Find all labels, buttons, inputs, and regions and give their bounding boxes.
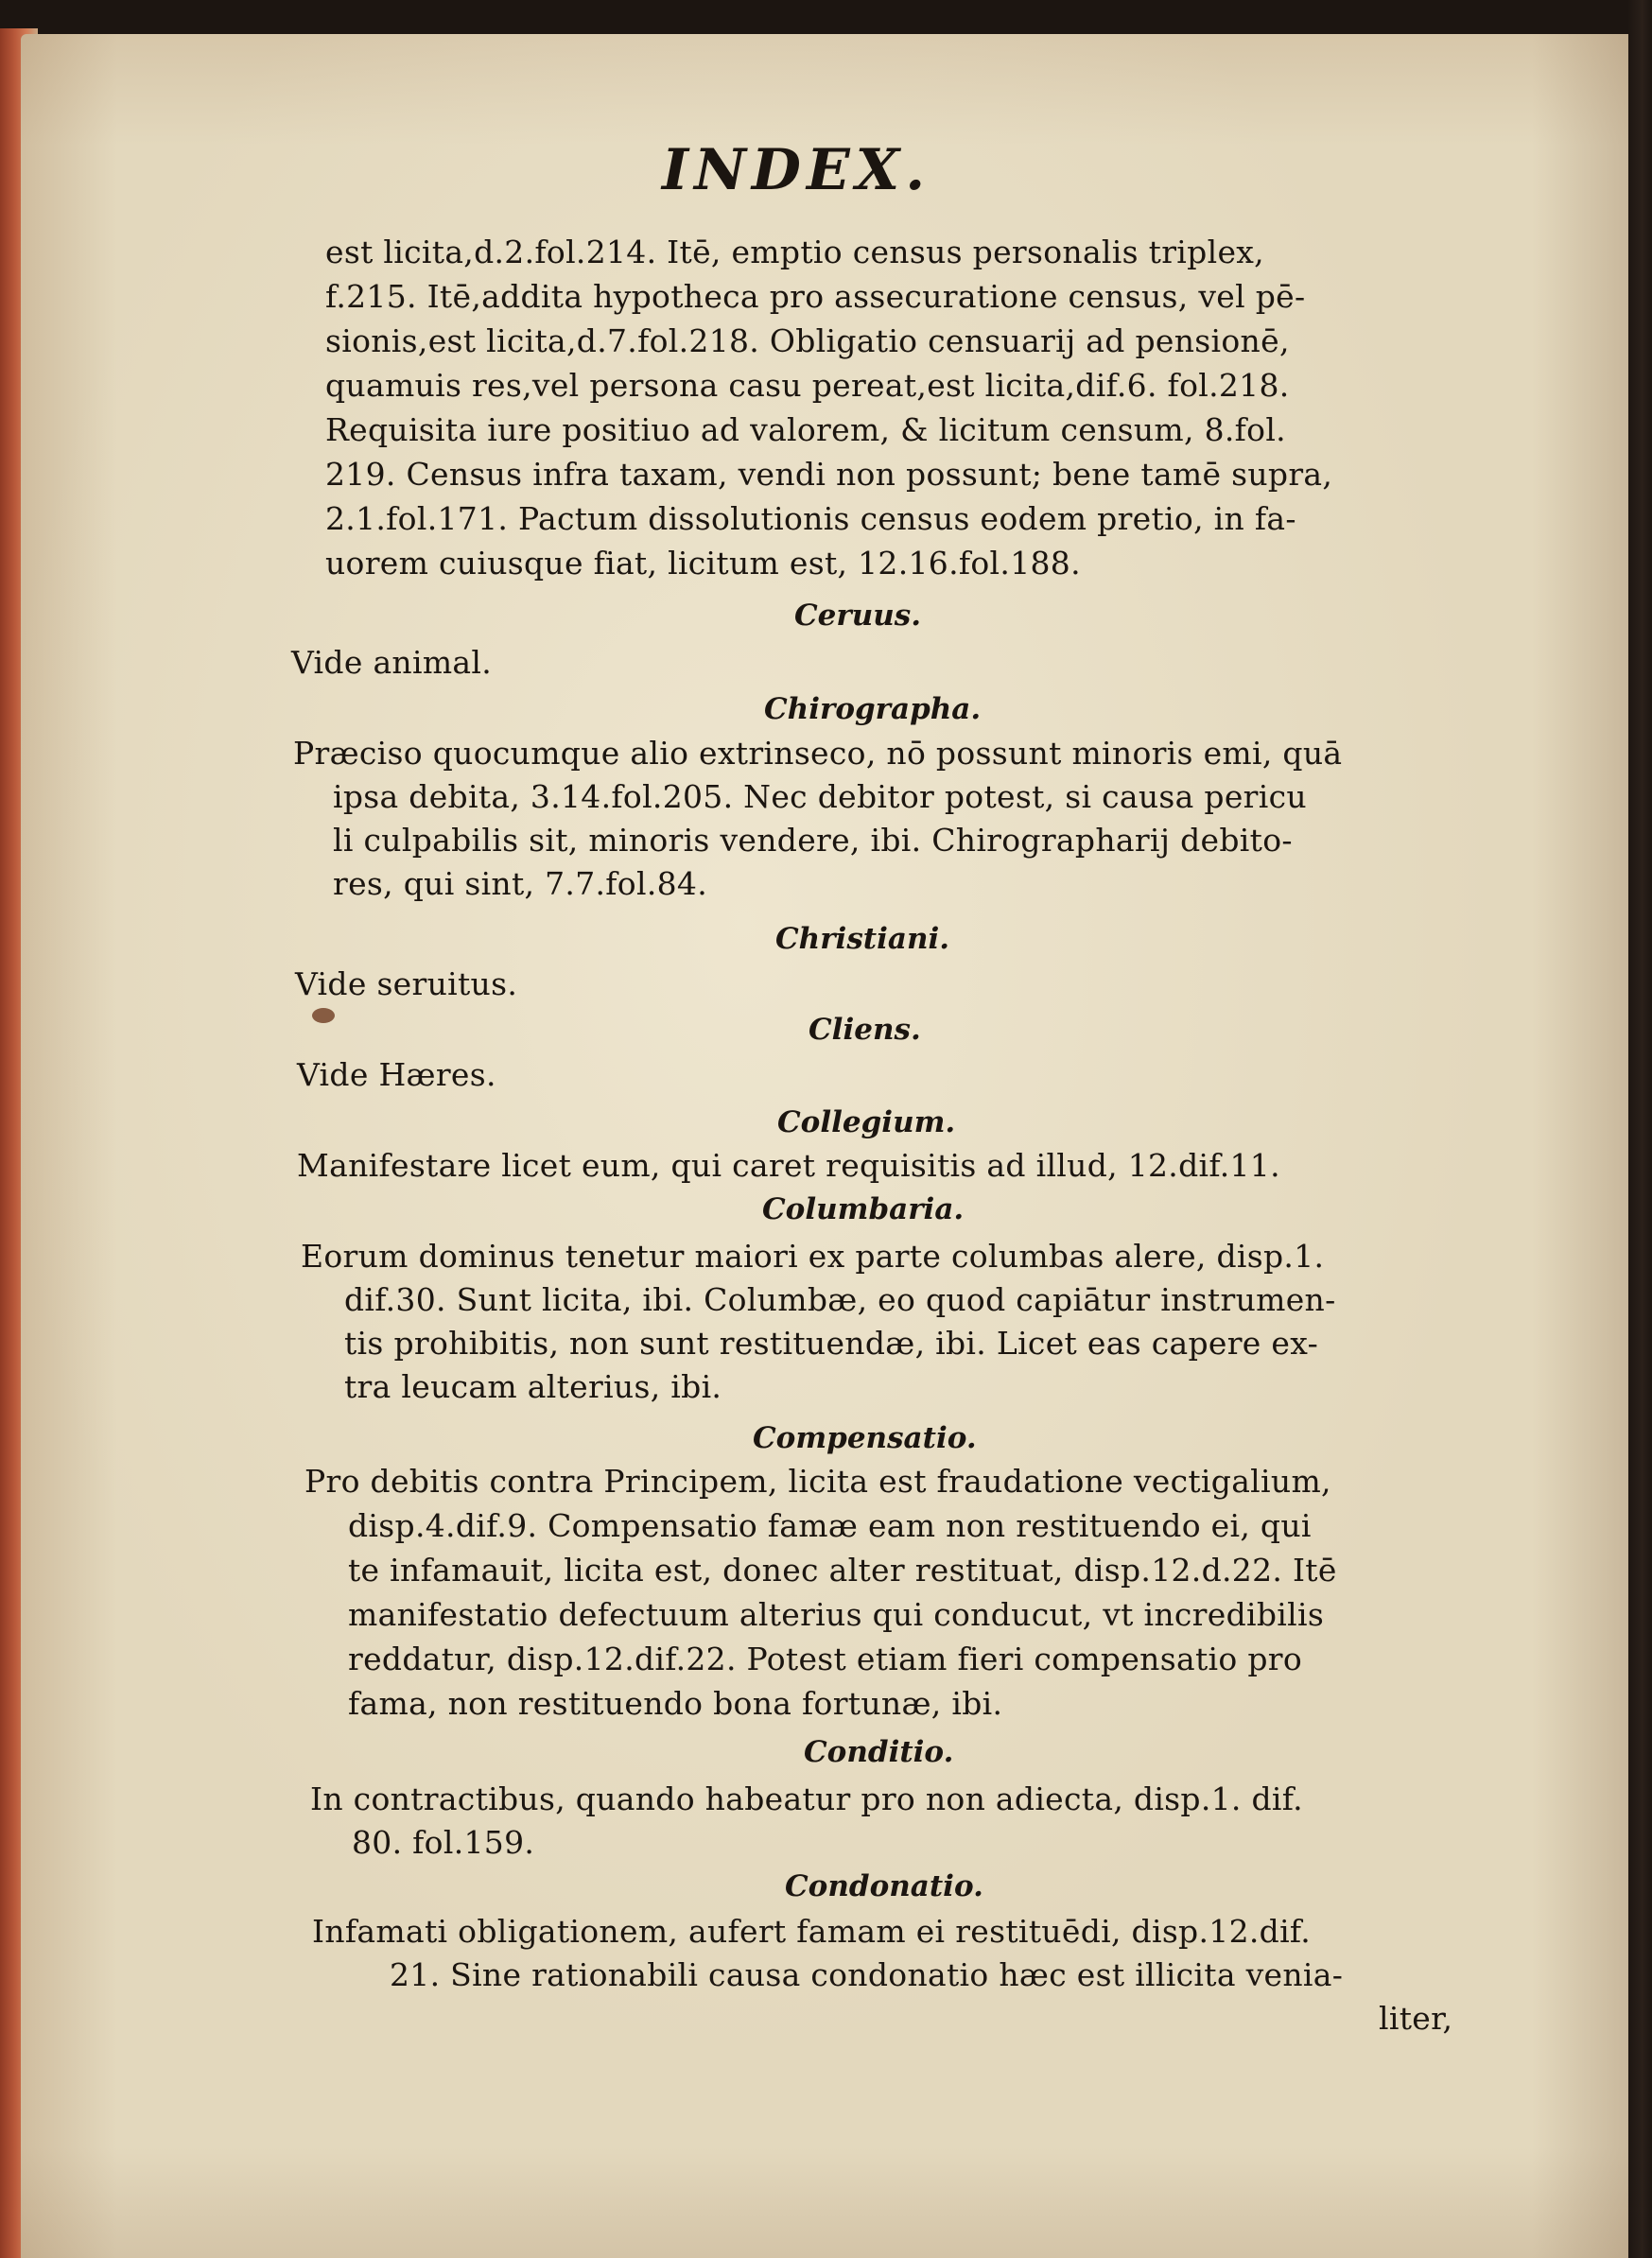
- text-line-15: Vide Hæres.: [297, 1056, 496, 1093]
- text-line-6: 219. Census infra taxam, vendi non possunt; bene tamē supra,: [325, 456, 1333, 493]
- text-line-9: Vide animal.: [291, 644, 493, 681]
- text-line-3: sionis,est licita,d.7.fol.218. Obligatio censuarij ad pensionē,: [325, 322, 1290, 359]
- text-line-26: fama, non restituendo bona fortunæ, ibi.: [348, 1685, 1003, 1722]
- text-line-22: disp.4.dif.9. Compensatio famæ eam non restituendo ei, qui: [348, 1507, 1312, 1544]
- ink-stain: [312, 1008, 335, 1023]
- text-line-20: tra leucam alterius, ibi.: [344, 1368, 722, 1405]
- binding-shadow: [1627, 0, 1652, 2258]
- text-line-31: liter,: [1379, 2000, 1453, 2037]
- text-line-4: quamuis res,vel persona casu pereat,est licita,dif.6. fol.218.: [325, 367, 1290, 404]
- text-line-11: ipsa debita, 3.14.fol.205. Nec debitor potest, si causa pericu: [333, 778, 1307, 815]
- text-line-12: li culpabilis sit, minoris vendere, ibi. Chirographarij debito-: [333, 822, 1293, 859]
- text-line-25: reddatur, disp.12.dif.22. Potest etiam fieri compensatio pro: [348, 1641, 1302, 1677]
- text-line-5: Requisita iure positiuo ad valorem, & licitum censum, 8.fol.: [325, 411, 1286, 448]
- heading-collegium: Collegium.: [777, 1105, 956, 1139]
- text-line-8: uorem cuiusque fiat, licitum est, 12.16.fol.188.: [325, 545, 1081, 582]
- text-line-27: In contractibus, quando habeatur pro non adiecta, disp.1. dif.: [310, 1780, 1303, 1817]
- text-line-1: est licita,d.2.fol.214. Itē, emptio census personalis triplex,: [325, 234, 1264, 270]
- text-line-18: dif.30. Sunt licita, ibi. Columbæ, eo quod capiātur instrumen-: [344, 1281, 1336, 1318]
- heading-conditio: Conditio.: [804, 1735, 954, 1769]
- heading-compensatio: Compensatio.: [753, 1421, 977, 1455]
- text-line-13: res, qui sint, 7.7.fol.84.: [333, 865, 708, 902]
- heading-cliens: Cliens.: [809, 1013, 921, 1047]
- text-line-28: 80. fol.159.: [352, 1824, 535, 1861]
- text-line-7: 2.1.fol.171. Pactum dissolutionis census eodem pretio, in fa-: [325, 500, 1296, 537]
- text-line-10: Præciso quocumque alio extrinseco, nō possunt minoris emi, quā: [293, 735, 1343, 772]
- heading-condonatio: Condonatio.: [785, 1869, 983, 1903]
- text-line-14: Vide seruitus.: [295, 965, 518, 1002]
- text-line-16: Manifestare licet eum, qui caret requisitis ad illud, 12.dif.11.: [297, 1147, 1280, 1184]
- text-line-23: te infamauit, licita est, donec alter restituat, disp.12.d.22. Itē: [348, 1552, 1337, 1589]
- text-line-17: Eorum dominus tenetur maiori ex parte columbas alere, disp.1.: [301, 1238, 1325, 1275]
- text-line-19: tis prohibitis, non sunt restituendæ, ibi. Licet eas capere ex-: [344, 1325, 1319, 1362]
- running-title: INDEX.: [662, 137, 931, 203]
- text-line-29: Infamati obligationem, aufert famam ei restituēdi, disp.12.dif.: [312, 1913, 1312, 1950]
- heading-columbaria: Columbaria.: [762, 1192, 965, 1226]
- heading-ceruus: Ceruus.: [794, 599, 922, 633]
- text-line-2: f.215. Itē,addita hypotheca pro assecuratione census, vel pē-: [325, 278, 1306, 315]
- text-line-21: Pro debitis contra Principem, licita est fraudatione vectigalium,: [304, 1463, 1331, 1500]
- text-line-30: 21. Sine rationabili causa condonatio hæc est illicita venia-: [390, 1956, 1344, 1993]
- heading-christiani: Christiani.: [775, 922, 950, 956]
- text-line-24: manifestatio defectuum alterius qui conducut, vt incredibilis: [348, 1596, 1325, 1633]
- heading-chirographa: Chirographa.: [764, 692, 982, 726]
